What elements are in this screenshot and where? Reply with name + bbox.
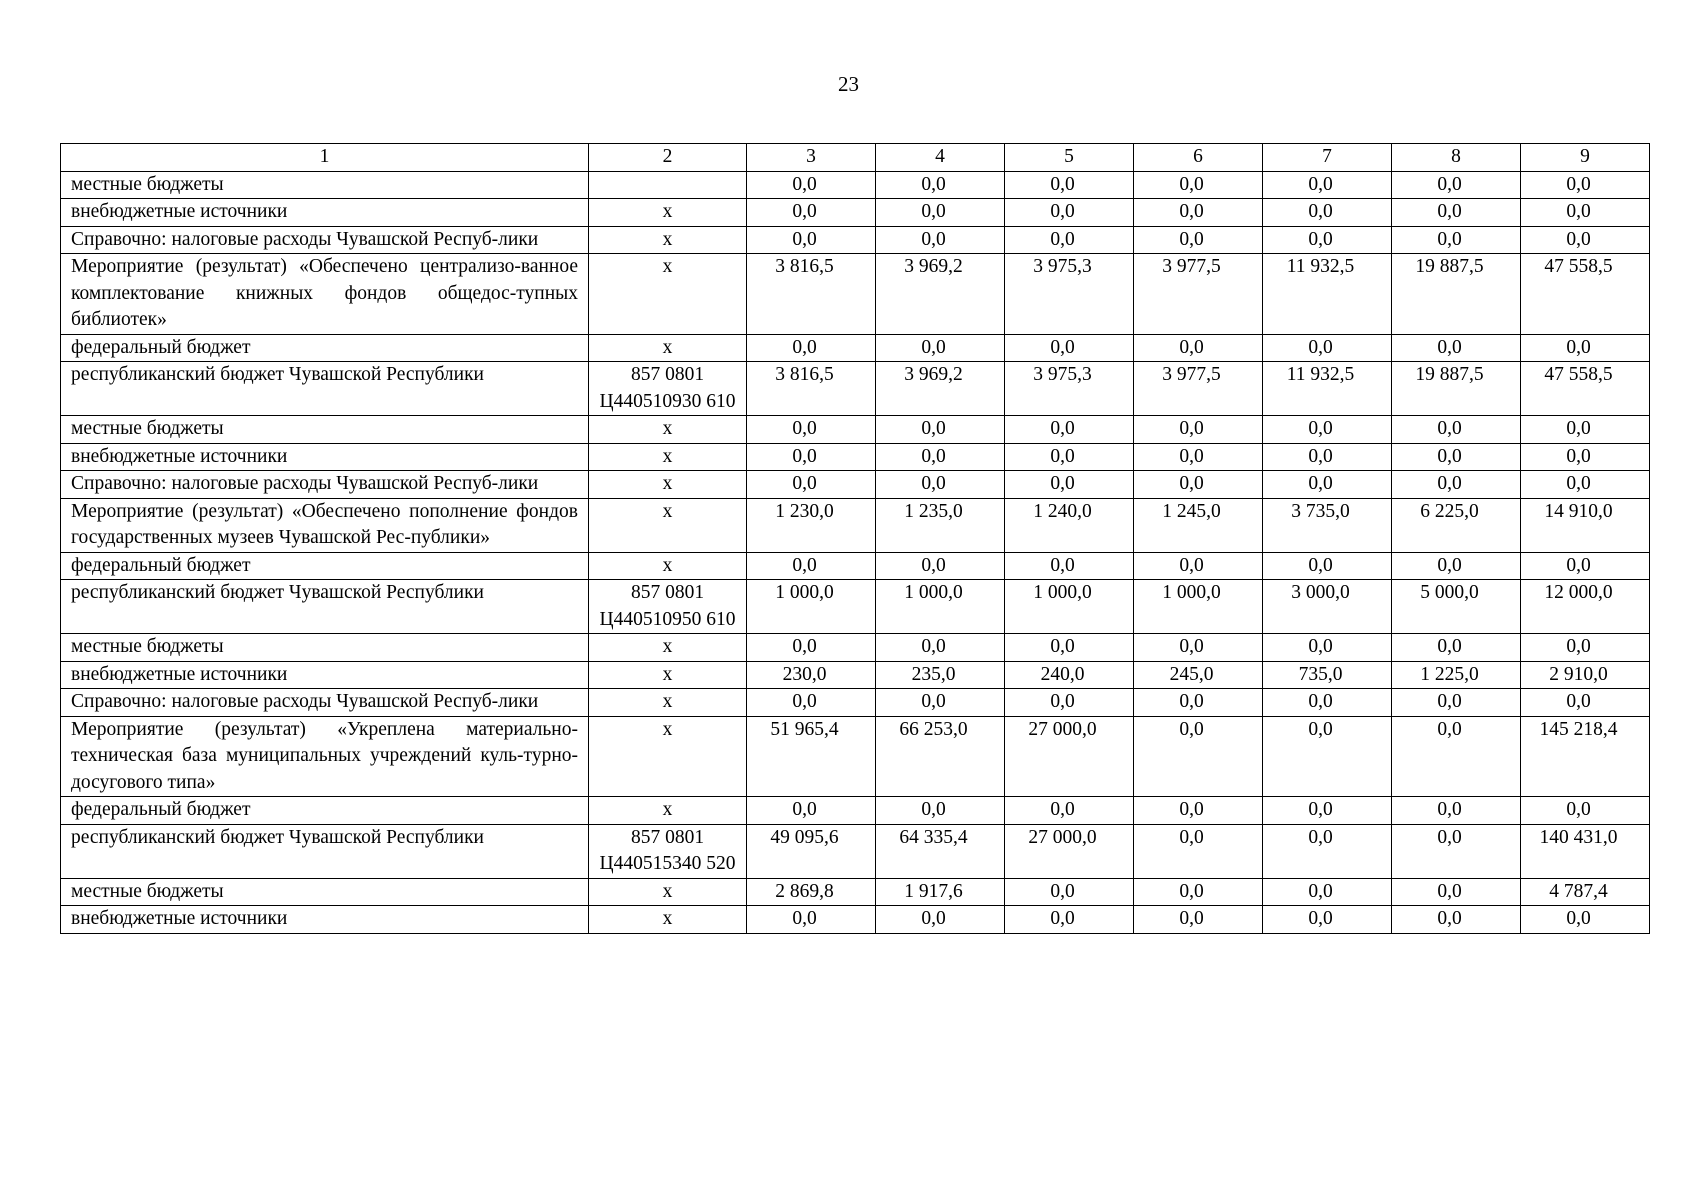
row-value-cell: 0,0 [1263,824,1392,878]
row-value-cell: 0,0 [1005,334,1134,362]
row-name-cell: республиканский бюджет Чувашской Республики [61,824,589,878]
row-value-cell: 0,0 [1521,689,1650,717]
row-value-cell: 0,0 [1263,716,1392,797]
row-value-cell: 0,0 [1263,226,1392,254]
row-value-cell: 0,0 [1521,552,1650,580]
budget-table [60,143,1650,934]
row-value-cell: 4 787,4 [1521,878,1650,906]
row-value-cell: 0,0 [1521,443,1650,471]
row-value-cell: 0,0 [747,471,876,499]
row-name-cell: федеральный бюджет [61,552,589,580]
row-value-cell: 230,0 [747,661,876,689]
row-value-cell: 0,0 [876,906,1005,934]
row-value-cell: 0,0 [1392,443,1521,471]
row-code-cell: х [589,552,747,580]
row-value-cell: 0,0 [1392,226,1521,254]
row-code-cell: 857 0801 Ц440510950 610 [589,580,747,634]
row-value-cell: 5 000,0 [1392,580,1521,634]
row-name-cell: внебюджетные источники [61,661,589,689]
row-value-cell: 0,0 [876,334,1005,362]
row-value-cell: 0,0 [747,634,876,662]
row-value-cell: 0,0 [876,443,1005,471]
row-value-cell: 0,0 [1392,824,1521,878]
row-value-cell: 1 000,0 [1134,580,1263,634]
row-value-cell: 3 735,0 [1263,498,1392,552]
row-value-cell: 0,0 [747,334,876,362]
row-value-cell: 51 965,4 [747,716,876,797]
row-value-cell: 3 977,5 [1134,254,1263,335]
row-value-cell: 0,0 [1521,334,1650,362]
row-value-cell: 0,0 [1134,634,1263,662]
row-value-cell: 0,0 [876,171,1005,199]
row-value-cell: 0,0 [1392,634,1521,662]
row-value-cell: 0,0 [1521,199,1650,227]
row-code-cell: х [589,797,747,825]
row-value-cell: 0,0 [1005,471,1134,499]
row-value-cell: 3 969,2 [876,362,1005,416]
row-value-cell: 3 977,5 [1134,362,1263,416]
row-value-cell: 0,0 [1005,199,1134,227]
header-cell: 6 [1134,144,1263,172]
row-value-cell: 1 000,0 [747,580,876,634]
row-value-cell: 1 000,0 [1005,580,1134,634]
row-value-cell: 47 558,5 [1521,362,1650,416]
row-value-cell: 0,0 [1392,797,1521,825]
row-value-cell: 3 975,3 [1005,362,1134,416]
row-name-cell: Справочно: налоговые расходы Чувашской Респуб-лики [61,689,589,717]
row-name-cell: внебюджетные источники [61,443,589,471]
header-cell: 9 [1521,144,1650,172]
header-cell: 4 [876,144,1005,172]
row-value-cell: 3 816,5 [747,362,876,416]
row-name-cell: местные бюджеты [61,634,589,662]
table-row [61,334,1650,362]
table-row [61,362,1650,416]
row-code-cell: х [589,443,747,471]
row-value-cell: 0,0 [1521,634,1650,662]
row-value-cell: 0,0 [1521,906,1650,934]
row-name-cell: республиканский бюджет Чувашской Республики [61,580,589,634]
row-value-cell: 0,0 [1392,689,1521,717]
row-value-cell: 0,0 [1392,878,1521,906]
row-value-cell: 3 975,3 [1005,254,1134,335]
row-value-cell: 0,0 [747,416,876,444]
row-value-cell: 0,0 [1134,878,1263,906]
row-code-cell: х [589,199,747,227]
header-cell: 3 [747,144,876,172]
row-value-cell: 0,0 [1005,171,1134,199]
table-row [61,824,1650,878]
row-code-cell: х [589,906,747,934]
row-value-cell: 0,0 [876,689,1005,717]
row-value-cell: 0,0 [1392,471,1521,499]
row-value-cell: 0,0 [1263,334,1392,362]
row-value-cell: 0,0 [1005,416,1134,444]
row-code-cell: х [589,226,747,254]
row-value-cell: 0,0 [1521,471,1650,499]
table-row [61,878,1650,906]
row-value-cell: 11 932,5 [1263,362,1392,416]
row-value-cell: 66 253,0 [876,716,1005,797]
row-value-cell: 0,0 [1263,443,1392,471]
table-row [61,171,1650,199]
row-value-cell: 14 910,0 [1521,498,1650,552]
row-value-cell: 0,0 [1521,226,1650,254]
row-name-cell: федеральный бюджет [61,334,589,362]
row-value-cell: 0,0 [1005,878,1134,906]
row-value-cell: 0,0 [1005,906,1134,934]
row-value-cell: 735,0 [1263,661,1392,689]
row-value-cell: 0,0 [1005,552,1134,580]
row-value-cell: 0,0 [1263,797,1392,825]
row-value-cell: 0,0 [876,416,1005,444]
row-value-cell: 0,0 [1263,199,1392,227]
header-cell: 5 [1005,144,1134,172]
row-code-cell [589,171,747,199]
row-value-cell: 1 240,0 [1005,498,1134,552]
table-row [61,471,1650,499]
row-value-cell: 0,0 [1134,552,1263,580]
row-value-cell: 11 932,5 [1263,254,1392,335]
table-body [61,144,1650,934]
row-value-cell: 0,0 [1134,334,1263,362]
row-value-cell: 0,0 [1521,171,1650,199]
row-value-cell: 0,0 [1392,199,1521,227]
row-value-cell: 0,0 [1392,171,1521,199]
row-value-cell: 49 095,6 [747,824,876,878]
row-value-cell: 240,0 [1005,661,1134,689]
row-value-cell: 0,0 [1521,416,1650,444]
table-row [61,443,1650,471]
table-row [61,552,1650,580]
row-value-cell: 0,0 [876,226,1005,254]
row-value-cell: 0,0 [1134,171,1263,199]
row-value-cell: 0,0 [1263,689,1392,717]
row-value-cell: 0,0 [1263,906,1392,934]
row-name-cell: Справочно: налоговые расходы Чувашской Респуб-лики [61,226,589,254]
row-value-cell: 0,0 [1263,171,1392,199]
row-name-cell: республиканский бюджет Чувашской Республики [61,362,589,416]
table-row [61,226,1650,254]
row-value-cell: 0,0 [1263,878,1392,906]
row-value-cell: 3 816,5 [747,254,876,335]
row-value-cell: 1 235,0 [876,498,1005,552]
row-value-cell: 1 225,0 [1392,661,1521,689]
row-value-cell: 0,0 [747,689,876,717]
row-value-cell: 1 245,0 [1134,498,1263,552]
row-value-cell: 0,0 [1392,416,1521,444]
page-number: 23 [838,72,859,96]
row-value-cell: 140 431,0 [1521,824,1650,878]
row-code-cell: х [589,471,747,499]
row-value-cell: 0,0 [876,797,1005,825]
table-row [61,797,1650,825]
row-value-cell: 0,0 [1134,716,1263,797]
table-row [61,716,1650,797]
row-code-cell: х [589,878,747,906]
row-value-cell: 0,0 [1263,634,1392,662]
header-cell: 8 [1392,144,1521,172]
row-value-cell: 0,0 [747,443,876,471]
row-code-cell: х [589,689,747,717]
row-value-cell: 0,0 [1134,471,1263,499]
row-value-cell: 0,0 [747,199,876,227]
table-row [61,689,1650,717]
row-value-cell: 0,0 [1134,824,1263,878]
row-value-cell: 1 000,0 [876,580,1005,634]
row-value-cell: 64 335,4 [876,824,1005,878]
row-value-cell: 1 230,0 [747,498,876,552]
row-value-cell: 0,0 [876,199,1005,227]
row-value-cell: 27 000,0 [1005,716,1134,797]
row-value-cell: 1 917,6 [876,878,1005,906]
row-value-cell: 0,0 [876,471,1005,499]
row-name-cell: местные бюджеты [61,416,589,444]
row-value-cell: 0,0 [1263,552,1392,580]
row-value-cell: 0,0 [1392,906,1521,934]
row-value-cell: 0,0 [1134,797,1263,825]
table-row [61,906,1650,934]
row-value-cell: 6 225,0 [1392,498,1521,552]
row-value-cell: 0,0 [1005,226,1134,254]
table-row [61,661,1650,689]
row-value-cell: 0,0 [1134,416,1263,444]
row-value-cell: 0,0 [747,171,876,199]
row-code-cell: х [589,661,747,689]
header-row [61,144,1650,172]
row-value-cell: 27 000,0 [1005,824,1134,878]
row-name-cell: внебюджетные источники [61,906,589,934]
row-value-cell: 47 558,5 [1521,254,1650,335]
row-code-cell: 857 0801 Ц440515340 520 [589,824,747,878]
row-value-cell: 0,0 [1392,334,1521,362]
row-value-cell: 3 000,0 [1263,580,1392,634]
row-name-cell: внебюджетные источники [61,199,589,227]
row-code-cell: х [589,416,747,444]
row-value-cell: 145 218,4 [1521,716,1650,797]
row-code-cell: х [589,254,747,335]
row-value-cell: 235,0 [876,661,1005,689]
header-cell: 1 [61,144,589,172]
row-value-cell: 12 000,0 [1521,580,1650,634]
row-value-cell: 2 910,0 [1521,661,1650,689]
row-code-cell: 857 0801 Ц440510930 610 [589,362,747,416]
table-row [61,580,1650,634]
row-value-cell: 3 969,2 [876,254,1005,335]
row-value-cell: 0,0 [747,226,876,254]
row-name-cell: местные бюджеты [61,171,589,199]
row-code-cell: х [589,334,747,362]
header-cell: 7 [1263,144,1392,172]
table-row [61,498,1650,552]
row-value-cell: 0,0 [1134,689,1263,717]
row-code-cell: х [589,716,747,797]
row-value-cell: 0,0 [1134,226,1263,254]
row-value-cell: 0,0 [747,552,876,580]
row-value-cell: 2 869,8 [747,878,876,906]
table-row [61,634,1650,662]
row-name-cell: местные бюджеты [61,878,589,906]
row-name-cell: Мероприятие (результат) «Укреплена материально-техническая база муниципальных учреждений куль-турно-досугового типа» [61,716,589,797]
row-value-cell: 0,0 [747,797,876,825]
row-value-cell: 0,0 [1134,443,1263,471]
row-value-cell: 19 887,5 [1392,362,1521,416]
row-value-cell: 0,0 [1263,471,1392,499]
row-name-cell: Мероприятие (результат) «Обеспечено централизо-ванное комплектование книжных фондов общедос-тупных библиотек» [61,254,589,335]
row-value-cell: 0,0 [1005,634,1134,662]
row-code-cell: х [589,498,747,552]
table-row [61,254,1650,335]
header-cell: 2 [589,144,747,172]
row-value-cell: 19 887,5 [1392,254,1521,335]
row-code-cell: х [589,634,747,662]
row-value-cell: 0,0 [1005,689,1134,717]
row-name-cell: Мероприятие (результат) «Обеспечено пополнение фондов государственных музеев Чувашской Рес-публики» [61,498,589,552]
table-row [61,199,1650,227]
row-value-cell: 245,0 [1134,661,1263,689]
row-name-cell: Справочно: налоговые расходы Чувашской Респуб-лики [61,471,589,499]
table-row [61,416,1650,444]
row-value-cell: 0,0 [876,634,1005,662]
row-value-cell: 0,0 [1392,552,1521,580]
row-value-cell: 0,0 [1134,199,1263,227]
row-value-cell: 0,0 [1521,797,1650,825]
row-value-cell: 0,0 [747,906,876,934]
row-value-cell: 0,0 [1005,443,1134,471]
row-name-cell: федеральный бюджет [61,797,589,825]
row-value-cell: 0,0 [1005,797,1134,825]
row-value-cell: 0,0 [1134,906,1263,934]
row-value-cell: 0,0 [1392,716,1521,797]
row-value-cell: 0,0 [876,552,1005,580]
row-value-cell: 0,0 [1263,416,1392,444]
